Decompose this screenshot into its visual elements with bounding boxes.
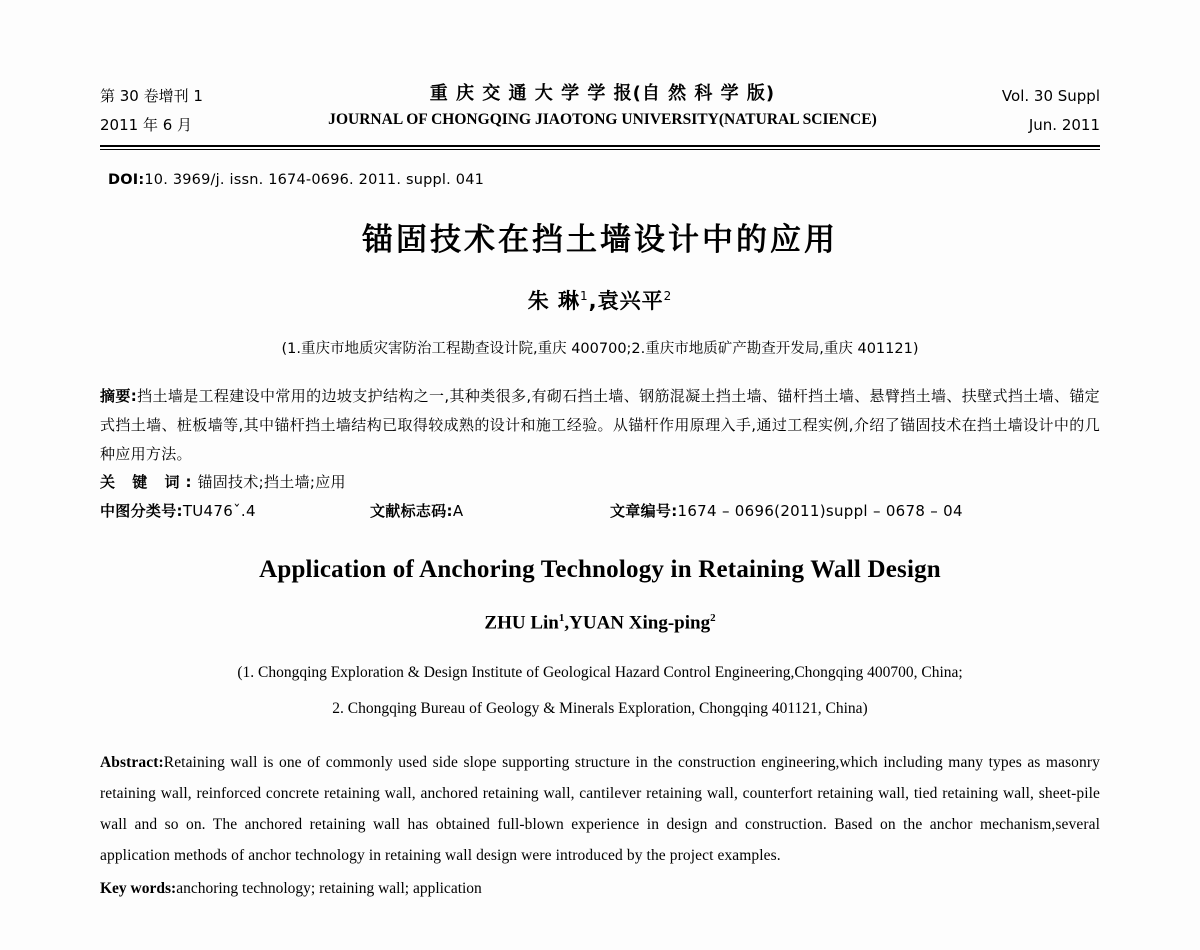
date-cn: 2011 年 6 月: [100, 115, 193, 134]
title-cn: 锚固技术在挡土墙设计中的应用: [362, 222, 838, 258]
author-cn-2: ,袁兴平: [588, 289, 664, 313]
title-en: Application of Anchoring Technology in Retaining Wall Design: [259, 555, 941, 583]
volume-issue-en: Vol. 30 Suppl: [1001, 87, 1100, 105]
masthead-right: [1002, 80, 1100, 139]
journal-title-cn: 重 庆 交 通 大 学 学 报(自 然 科 学 版): [429, 83, 776, 104]
author-en-2: ,YUAN Xing-ping: [564, 612, 711, 634]
date-en: Jun. 2011: [1028, 115, 1100, 134]
clc-value: TU476ˇ.4: [182, 502, 256, 521]
masthead-left: [100, 80, 203, 139]
classification-row: [100, 497, 1100, 526]
keywords-cn: [100, 468, 1100, 497]
abstract-en-label: Abstract:: [100, 754, 164, 772]
keywords-cn-label: 关 键 词:: [100, 473, 198, 492]
abstract-cn-text: 挡土墙是工程建设中常用的边坡支护结构之一,其种类很多,有砌石挡土墙、钢筋混凝土挡土墙、锚杆挡土墙、悬臂挡土墙、扶壁式挡土墙、锚定式挡土墙、桩板墙等,其中锚杆挡土墙结构已取得较成熟的设计和施工经验。从锚杆作用原理入手,通过工程实例,介绍了锚固技术在挡土墙设计中的几种应用方法。: [100, 387, 1100, 463]
keywords-en: [100, 873, 1100, 904]
abstract-en: [100, 747, 1100, 871]
author-cn-2-sup: 2: [663, 289, 673, 303]
doccode-value: A: [452, 502, 464, 521]
journal-title-en: JOURNAL OF CHONGQING JIAOTONG UNIVERSITY(NATURAL SCIENCE): [328, 111, 877, 128]
article-number-value: 1674 – 0696(2011)suppl – 0678 – 04: [677, 502, 963, 521]
masthead-divider: [100, 145, 1100, 150]
abstract-cn-label: 摘要:: [100, 387, 138, 405]
affiliation-cn: (1.重庆市地质灾害防治工程勘查设计院,重庆 400700;2.重庆市地质矿产勘查开发局,重庆 401121): [281, 341, 919, 357]
doi-label: DOI:: [108, 172, 145, 188]
volume-issue-cn: 第 30 卷增刊 1: [100, 87, 203, 105]
article-number-label: 文章编号:: [610, 502, 678, 521]
abstract-en-text: Retaining wall is one of commonly used side slope supporting structure in the construction engineering,which including many types as masonry retaining wall, reinforced concrete retaining wall, anchored retaining wall, cantilever retaining wall, counterfort retaining wall, tied retaining wall, sheet-pile wall and so on. The anchored retaining wall has obtained full-blown experience in design and construction. Based on the anchor mechanism,several application methods of anchor technology in retaining wall design were introduced by the project examples.: [100, 754, 1100, 865]
doccode-cell: [370, 497, 610, 526]
author-en-1: ZHU Lin: [484, 612, 559, 634]
authors-cn: [100, 285, 1100, 315]
doccode-label: 文献标志码:: [370, 502, 453, 521]
abstract-cn: [100, 382, 1100, 468]
clc-cell: [100, 497, 370, 526]
doi-line: [108, 172, 1100, 188]
keywords-cn-text: 锚固技术;挡土墙;应用: [197, 473, 346, 492]
author-cn-1: 朱 琳: [527, 289, 581, 313]
affiliation-en-2: 2. Chongqing Bureau of Geology & Minerals Exploration, Chongqing 401121, China): [332, 699, 868, 717]
article-number-cell: [610, 497, 1100, 526]
author-en-1-sup: 1: [558, 611, 565, 624]
masthead: [100, 80, 1100, 143]
keywords-en-label: Key words:: [100, 880, 177, 898]
author-cn-1-sup: 1: [580, 289, 589, 303]
authors-en: [100, 612, 1100, 634]
doi-value: 10. 3969/j. issn. 1674-0696. 2011. suppl. 041: [144, 172, 485, 188]
author-en-2-sup: 2: [710, 611, 716, 624]
affiliation-en-1: (1. Chongqing Exploration & Design Institute of Geological Hazard Control Engineering,Chongqing 400700, China;: [237, 664, 963, 682]
clc-label: 中图分类号:: [100, 502, 183, 521]
page-content: [100, 80, 1100, 904]
masthead-center: [203, 80, 1002, 133]
keywords-en-text: anchoring technology; retaining wall; application: [176, 880, 482, 898]
